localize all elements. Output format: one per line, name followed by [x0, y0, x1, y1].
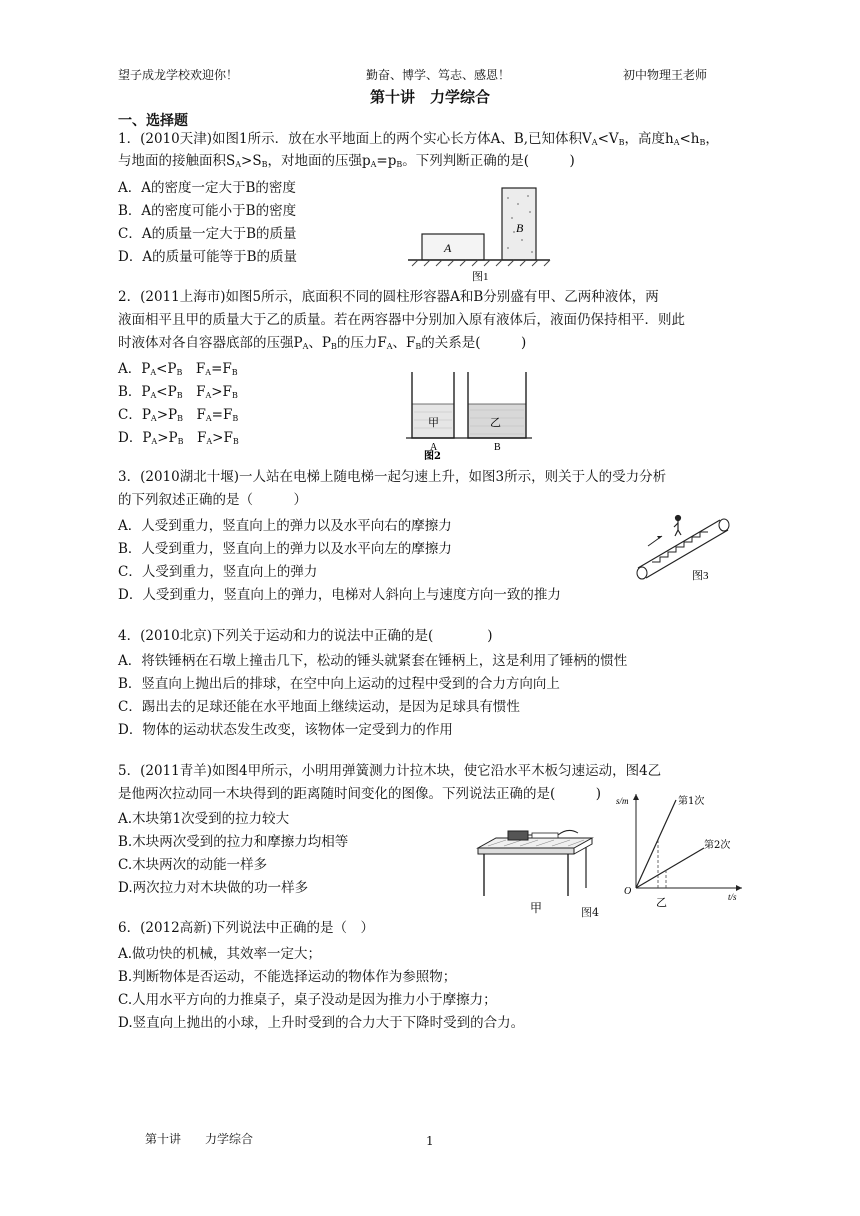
q4-option-d: D．物体的运动状态发生改变，该物体一定受到力的作用	[118, 722, 453, 738]
figure-1-blocks	[404, 182, 554, 286]
figure-2-containers	[404, 368, 536, 460]
figure-3-escalator	[630, 506, 738, 584]
axis-s-label: s/m	[616, 796, 629, 806]
q1-stem-line2: 与地面的接触面积$S_A>S_B$，对地面的压强$p_A=p_B$。下列判断正确的是( )	[118, 153, 575, 169]
label-jia: 甲	[428, 416, 439, 429]
line-series-2	[636, 848, 704, 888]
figure-2-caption: 图2	[424, 451, 441, 460]
q6-option-a: A.做功快的机械，其效率一定大；	[118, 946, 322, 962]
footer-lecture: 第十讲 力学综合	[145, 1132, 254, 1146]
q6-option-c: C.人用水平方向的力推桌子，桌子没动是因为推力小于摩擦力；	[118, 992, 497, 1008]
q3-option-a: A．人受到重力，竖直向上的弹力以及水平向右的摩擦力	[118, 518, 452, 534]
q1-option-d: D．A的质量可能等于B的质量	[118, 249, 297, 265]
label-b: B	[516, 221, 524, 235]
axis-t-label: t/s	[728, 892, 737, 902]
q1-option-a: A．A的密度一定大于B的密度	[118, 180, 296, 196]
header-school: 望子成龙学校欢迎你！	[118, 68, 239, 82]
figure-4-label-yi: 乙	[656, 896, 667, 909]
label-container-b: B	[494, 442, 501, 453]
figure-4-label-jia: 甲	[530, 901, 543, 915]
block-a	[422, 234, 484, 260]
spring-scale	[532, 833, 558, 838]
q5-option-d: D.两次拉力对木块做的功一样多	[118, 880, 309, 896]
q2-stem-line3: 时液体对各自容器底部的压强$P_A$、$P_B$的压力$F_A$、$F_B$的关系是( )	[118, 335, 527, 351]
q5-option-a: A.木块第1次受到的拉力较大	[118, 811, 290, 827]
person-icon	[674, 516, 681, 537]
q6-stem: 6．(2012高新)下列说法中正确的是（ ）	[118, 920, 374, 936]
line-series-1	[636, 800, 676, 888]
header-teacher: 初中物理王老师	[623, 68, 708, 82]
figure-4-caption: 图4	[581, 906, 599, 919]
q3-option-c: C．人受到重力，竖直向上的弹力	[118, 564, 318, 580]
q5-option-b: B.木块两次受到的拉力和摩擦力均相等	[118, 834, 349, 850]
figure-3-caption: 图3	[692, 570, 709, 582]
page-title: 第十讲 力学综合	[369, 88, 490, 106]
q3-stem-line1: 3．(2010湖北十堰)一人站在电梯上随电梯一起匀速上升，如图3所示，则关于人的受力分析	[118, 469, 667, 485]
q2-stem-line2: 液面相平且甲的质量大于乙的质量。若在两容器中分别加入原有液体后，液面仍保持相平．则此	[118, 312, 685, 328]
q2-stem-line1: 2．(2011上海市)如图5所示，底面积不同的圆柱形容器A和B分别盛有甲、乙两种液体，两	[118, 289, 659, 305]
series-2-label: 第2次	[704, 840, 731, 851]
q4-option-b: B．竖直向上抛出后的排球，在空中向上运动的过程中受到的合力方向向上	[118, 676, 560, 692]
q2-option-d: D．$P_A>P_B$ $F_A>F_B$	[118, 430, 239, 446]
q2-option-b: B．$P_A<P_B$ $F_A>F_B$	[118, 384, 238, 400]
q1-stem-line1: 1．(2010天津)如图1所示．放在水平地面上的两个实心长方体A、B,已知体积$V_A<V_B$，高度$h_A<h_B$，	[118, 131, 719, 147]
figure-4-jia-table	[474, 818, 596, 918]
section-heading: 一、选择题	[118, 113, 188, 129]
header-motto: 勤奋、博学、笃志、感恩！	[366, 68, 511, 82]
q2-option-a: A．$P_A<P_B$ $F_A=F_B$	[118, 361, 238, 377]
figure-4-yi-graph	[614, 788, 748, 912]
q6-option-b: B.判断物体是否运动，不能选择运动的物体作为参照物；	[118, 969, 457, 985]
q3-stem-line2: 的下列叙述正确的是（ ）	[118, 492, 307, 508]
q1-option-b: B．A的密度可能小于B的密度	[118, 203, 297, 219]
label-a: A	[444, 241, 452, 255]
label-container-a: A	[430, 442, 438, 453]
q4-option-a: A．将铁锤柄在石墩上撞击几下，松动的锤头就紧套在锤柄上，这是利用了锤柄的惯性	[118, 653, 628, 669]
q3-option-b: B．人受到重力，竖直向上的弹力以及水平向左的摩擦力	[118, 541, 452, 557]
q3-option-d: D．人受到重力，竖直向上的弹力，电梯对人斜向上与速度方向一致的推力	[118, 587, 561, 603]
hand-icon	[558, 830, 578, 835]
q5-stem-line2: 是他两次拉动同一木块得到的距离随时间变化的图像。下列说法正确的是( )	[118, 786, 602, 802]
wood-block	[508, 831, 528, 840]
q5-option-c: C.木块两次的动能一样多	[118, 857, 268, 873]
series-1-label: 第1次	[678, 796, 705, 807]
q4-stem: 4．(2010北京)下列关于运动和力的说法中正确的是( )	[118, 628, 493, 644]
q2-option-c: C．$P_A>P_B$ $F_A=F_B$	[118, 407, 239, 423]
page-number: 1	[426, 1134, 434, 1148]
q1-option-c: C．A的质量一定大于B的质量	[118, 226, 297, 242]
label-yi: 乙	[490, 416, 501, 429]
q5-stem-line1: 5．(2011青羊)如图4甲所示，小明用弹簧测力计拉木块，使它沿水平木板匀速运动，图4乙	[118, 763, 662, 779]
q4-option-c: C．踢出去的足球还能在水平地面上继续运动，是因为足球具有惯性	[118, 699, 520, 715]
figure-1-caption: 图1	[472, 271, 489, 283]
origin-label: O	[624, 886, 632, 897]
q6-option-d: D.竖直向上抛出的小球，上升时受到的合力大于下降时受到的合力。	[118, 1015, 525, 1031]
